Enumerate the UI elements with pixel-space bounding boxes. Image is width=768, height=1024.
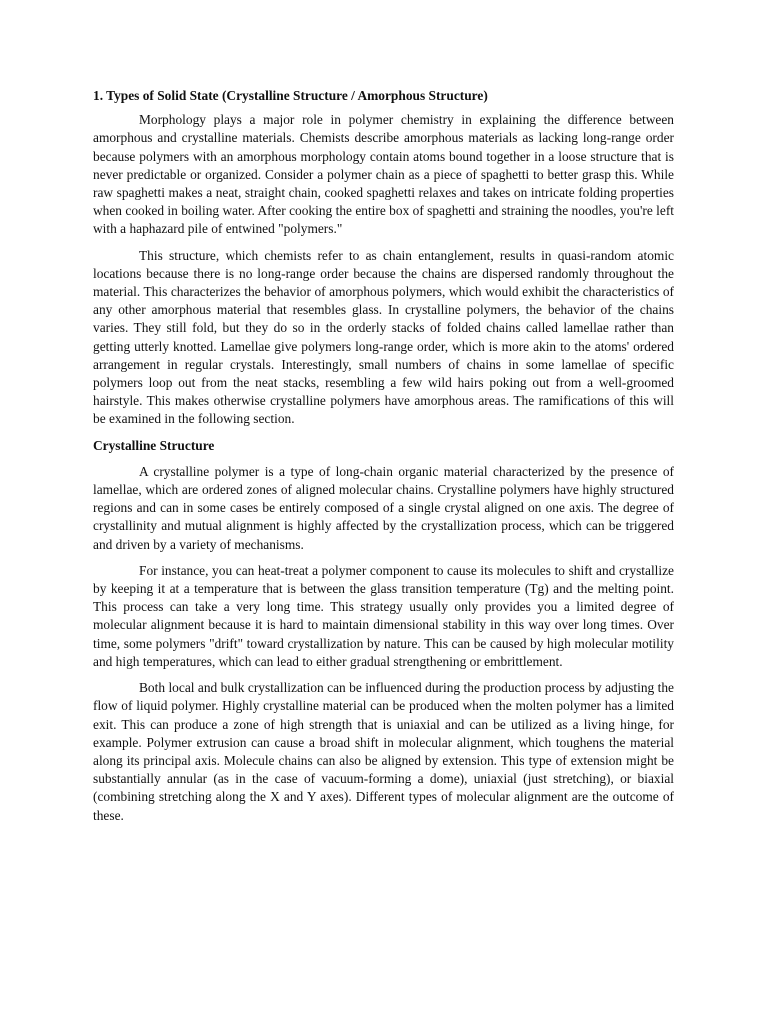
paragraph-crystalline-definition: A crystalline polymer is a type of long-chain organic material characterized by the presence of lamellae, which are ordered zones of aligned molecular chains. Crystalline polymers have highly structured regions and can in some cases be entirely composed of a single crystal aligned on one axis. The degree of crystallinity and mutual alignment is highly affected by the crystallization process, which can be triggered and driven by a variety of mechanisms. (93, 463, 674, 552)
document-page (93, 87, 674, 833)
paragraph-heat-treat: For instance, you can heat-treat a polymer component to cause its molecules to shift and crystallize by keeping it at a temperature that is between the glass transition temperature (Tg) and the melting point. This process can take a very long time. This strategy usually only provides you a limited degree of molecular alignment because it is hard to maintain dimensional stability in this way over long times. Over time, some polymers "drift" toward crystallization by nature. This can be caused by high molecular motility and high temperatures, which can lead to either gradual strengthening or embrittlement. (93, 562, 674, 669)
paragraph-production-process: Both local and bulk crystallization can be influenced during the production process by adjusting the flow of liquid polymer. Highly crystalline material can be produced when the molten polymer has a limited exit. This can produce a zone of high strength that is uniaxial and can be utilized as a living hinge, for example. Polymer extrusion can cause a broad shift in molecular alignment, which toughens the material along its principal axis. Molecule chains can also be aligned by extension. This type of extension might be substantially annular (as in the case of vacuum-forming a dome), uniaxial (just stretching), or biaxial (combining stretching along the X and Y axes). Different types of molecular alignment are the outcome of these. (93, 680, 674, 823)
paragraph-chain-entanglement: This structure, which chemists refer to as chain entanglement, results in quasi-random atomic locations because there is no long-range order because the chains are dispersed randomly throughout the material. This characterizes the behavior of amorphous polymers, which would exhibit the characteristics of any other amorphous material that resembles glass. In crystalline polymers, the behavior of the chains varies. They still fold, but they do so in the orderly stacks of folded chains called lamellae rather than getting utterly knotted. Lamellae give polymers long-range order, which is more akin to the atoms' ordered arrangement in regular crystals. Interestingly, small numbers of chains in some lamellae of specific polymers loop out from the neat stacks, resembling a few wild hairs poking out from a well-groomed hairstyle. This makes otherwise crystalline polymers have amorphous areas. The ramifications of this will be examined in the following section. (93, 247, 674, 427)
section-title: 1. Types of Solid State (Crystalline Structure / Amorphous Structure) (93, 88, 488, 103)
paragraph-morphology: Morphology plays a major role in polymer chemistry in explaining the difference between amorphous and crystalline materials. Chemists describe amorphous materials as lacking long-range order because polymers with an amorphous morphology contain atoms bound together in a loose structure that is never predictable or organized. Consider a polymer chain as a piece of spaghetti to better grasp this. While raw spaghetti makes a neat, straight chain, cooked spaghetti relaxes and takes on intricate folding properties when cooked in boiling water. After cooking the entire box of spaghetti and straining the noodles, you're left with a haphazard pile of entwined "polymers." (93, 112, 674, 237)
subsection-title: Crystalline Structure (93, 437, 215, 453)
